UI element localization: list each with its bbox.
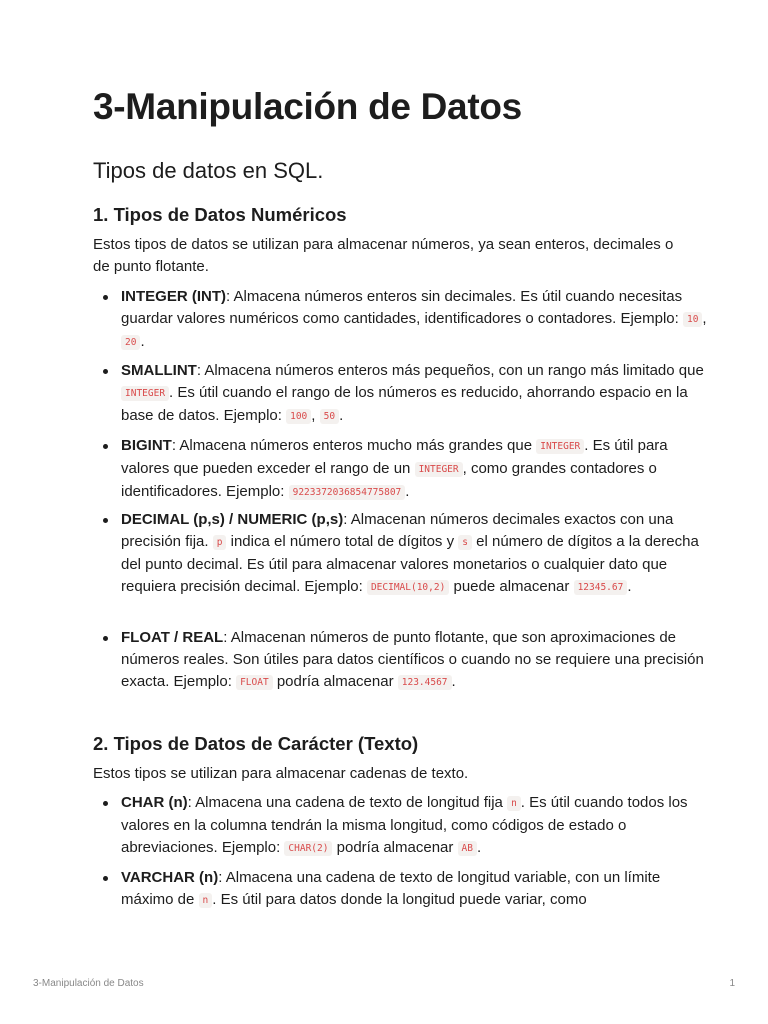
list-item-decimal: DECIMAL (p,s) / NUMERIC (p,s): Almacenan números decimales exactos con una precisión fija. p indica el número total de dígitos y s el número de dígitos a la derecha del punto decimal. Es útil para almacenar valores monetarios o cualquier dato que requiera precisión decimal. Ejemplo: DECIMAL(10,2) puede almacenar 12345.67 . [93,509,711,599]
code-snippet: INTEGER [415,462,463,477]
code-snippet: 9223372036854775807 [289,485,406,500]
section2-heading: 2. Tipos de Datos de Carácter (Texto) [93,733,419,754]
list-item-bigint: BIGINT: Almacena números enteros mucho más grandes que INTEGER . Es útil para valores que pueden exceder el rango de un INTEGER , como grandes contadores o identificadores. Ejemplo: 9223372036854775807 . [93,435,711,504]
code-snippet: DECIMAL(10,2) [367,580,449,595]
list-item-char: CHAR (n): Almacena una cadena de texto de longitud fija n . Es útil cuando todos los valores en la columna tendrán la misma longitud, como códigos de estado o abreviaciones. Ejemplo: CHAR(2) podría almacenar AB . [93,792,711,860]
section1-intro: Estos tipos de datos se utilizan para almacenar números, ya sean enteros, decimales o de punto flotante. [93,236,674,275]
footer-page-number: 1 [729,978,735,989]
code-snippet: 50 [320,409,339,424]
code-snippet: p [213,535,227,550]
code-snippet: INTEGER [121,386,169,401]
page-subtitle: Tipos de datos en SQL. [93,158,324,183]
code-snippet: FLOAT [236,675,273,690]
code-snippet: 123.4567 [398,675,452,690]
code-snippet: AB [458,841,477,856]
code-snippet: n [199,893,213,908]
list-item-float: FLOAT / REAL: Almacenan números de punto flotante, que son aproximaciones de números reales. Son útiles para datos científicos o cuando no se requiere una precisión exacta. Ejemplo: FLOAT podría almacenar 123.4567 . [93,627,711,694]
footer-document-title: 3-Manipulación de Datos [33,978,144,989]
section2-intro: Estos tipos se utilizan para almacenar cadenas de texto. [93,765,469,782]
list-item-integer: INTEGER (INT): Almacena números enteros sin decimales. Es útil cuando necesitas guardar valores numéricos como cantidades, identificadores o contadores. Ejemplo: 10 , 20 . [93,286,711,354]
code-snippet: INTEGER [536,439,584,454]
code-snippet: 12345.67 [574,580,628,595]
list-item-smallint: SMALLINT: Almacena números enteros más pequeños, con un rango más limitado que INTEGER . Es útil cuando el rango de los números es reducido, ahorrando espacio en la base de datos. Ejemplo: 100 , 50 . [93,360,711,428]
section1-heading: 1. Tipos de Datos Numéricos [93,204,347,225]
code-snippet: n [507,796,521,811]
page-title: 3-Manipulación de Datos [93,86,522,127]
code-snippet: 100 [286,409,311,424]
code-snippet: 10 [683,312,702,327]
code-snippet: s [458,535,472,550]
code-snippet: CHAR(2) [284,841,332,856]
list-item-varchar: VARCHAR (n): Almacena una cadena de texto de longitud variable, con un límite máximo de n . Es útil para datos donde la longitud puede variar, como [93,867,711,912]
code-snippet: 20 [121,335,140,350]
